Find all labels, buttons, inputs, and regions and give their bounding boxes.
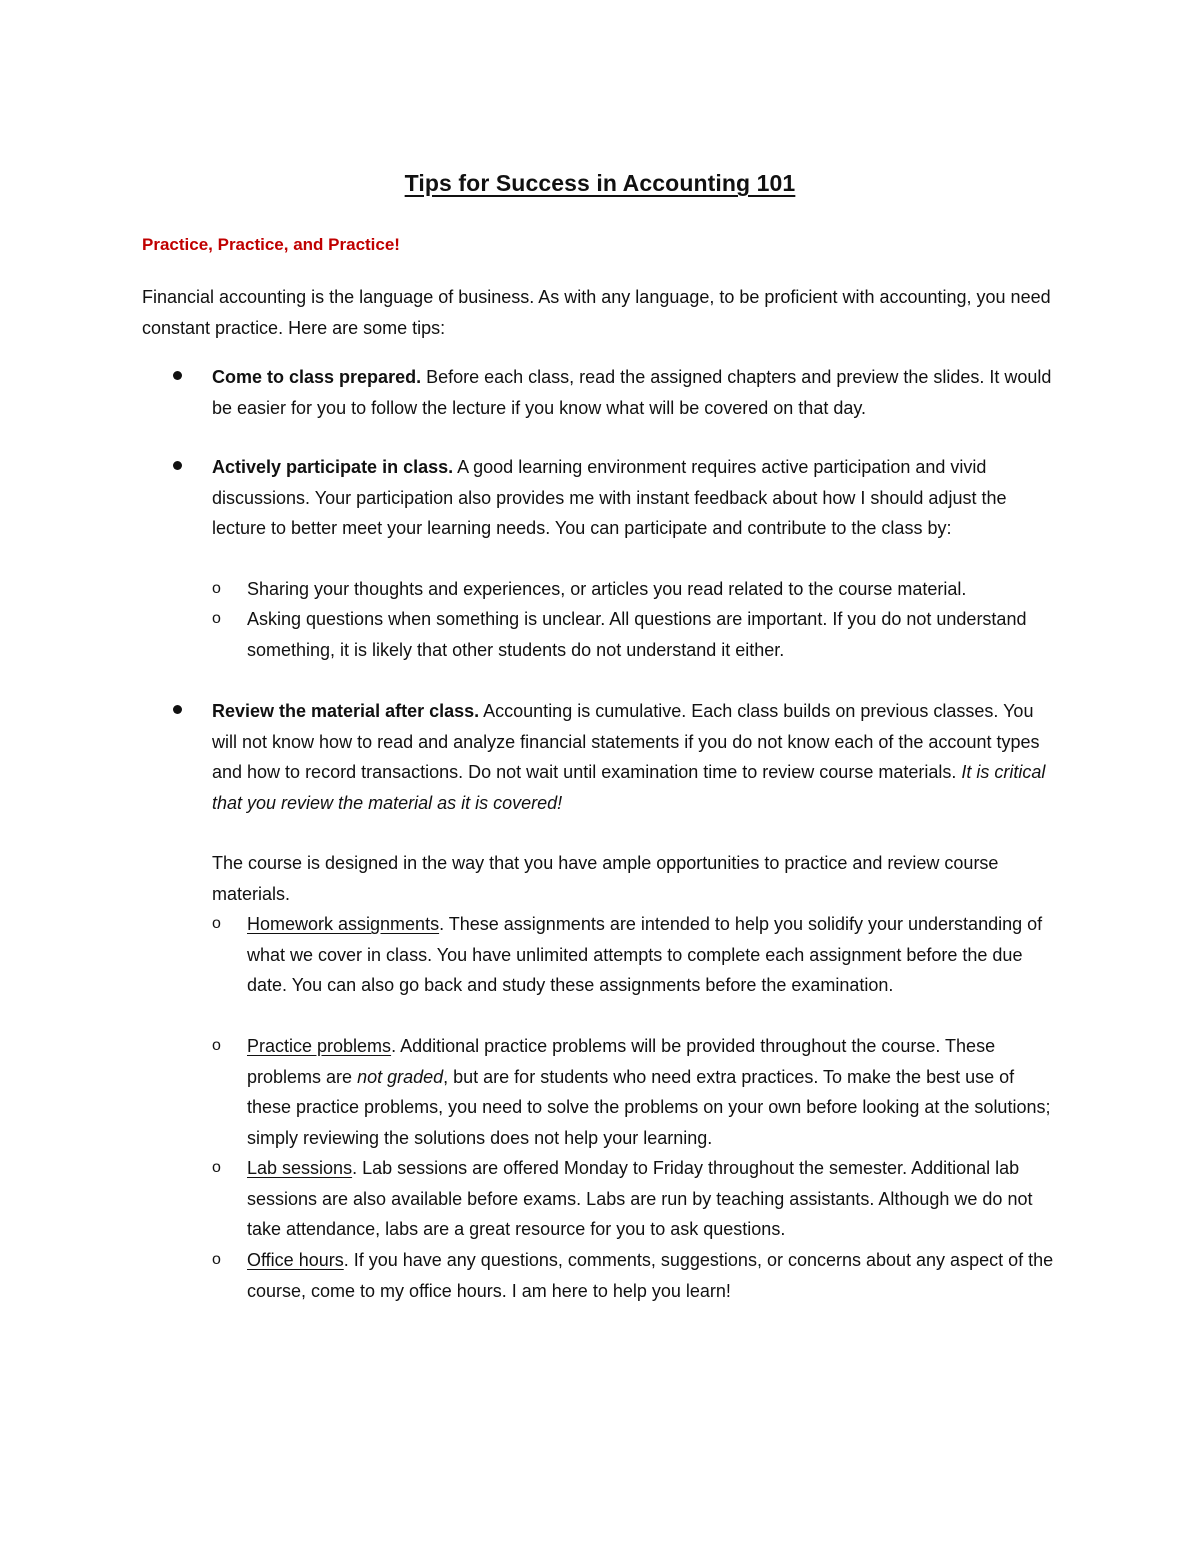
subitem-marker-icon: o <box>212 610 221 627</box>
resource-body: . Additional practice problems will be provided throughout the course. These problems are <box>247 1036 996 1087</box>
resource-text <box>247 1245 1062 1306</box>
bullet-dot-icon <box>173 705 182 714</box>
resource-body: . Lab sessions are offered Monday to Friday throughout the semester. Additional lab sessions are also available before exams. Labs are run by teaching assistants. Although we do not take attendance, labs are a great resource for you to ask questions. <box>247 1158 1033 1239</box>
subitem-marker-icon: o <box>212 1159 221 1176</box>
resource-text <box>247 909 1062 1001</box>
bullet-emphasis: It is critical that you review the material as it is covered! <box>212 762 1046 813</box>
subitem-text: Sharing your thoughts and experiences, or articles you read related to the course material. <box>247 579 967 599</box>
bullet-text <box>212 696 1062 818</box>
resource-body: . If you have any questions, comments, suggestions, or concerns about any aspect of the course, come to my office hours. I am here to help you learn! <box>247 1250 1054 1301</box>
bullet-text <box>212 362 1062 423</box>
bullet-body: Accounting is cumulative. Each class builds on previous classes. You will not know how to read and analyze financial statements if you do not know each of the account types and how to record transactions. Do not wait until examination time to review course materials. <box>212 701 1040 782</box>
bullet-text <box>212 452 1062 544</box>
subitem-marker-icon: o <box>212 1251 221 1268</box>
bullet-lead: Actively participate in class. <box>212 457 454 477</box>
subitem-marker-icon: o <box>212 1037 221 1054</box>
bullet-dot-icon <box>173 461 182 470</box>
section-heading: Practice, Practice, and Practice! <box>142 235 400 254</box>
resource-name: Homework assignments <box>247 914 440 934</box>
bullet-body: A good learning environment requires active participation and vivid discussions. Your participation also provides me with instant feedback about how I should adjust the lecture to better meet your learning needs. You can participate and contribute to the class by: <box>212 457 1007 538</box>
intro-paragraph: Financial accounting is the language of business. As with any language, to be proficient with accounting, you need constant practice. Here are some tips: <box>142 287 1051 338</box>
bullet-body: Before each class, read the assigned chapters and preview the slides. It would be easier for you to follow the lecture if you know what will be covered on that day. <box>212 367 1052 418</box>
resource-name: Lab sessions <box>247 1158 353 1178</box>
subitem-marker-icon: o <box>212 580 221 597</box>
bullet-dot-icon <box>173 371 182 380</box>
resource-emphasis: not graded <box>357 1066 444 1087</box>
document-title: Tips for Success in Accounting 101 <box>404 170 796 196</box>
bullet-lead: Review the material after class. <box>212 701 480 721</box>
subitem-text: Asking questions when something is unclear. All questions are important. If you do not understand something, it is likely that other students do not understand it either. <box>247 609 1027 660</box>
resource-name: Office hours <box>247 1250 344 1270</box>
bullet-lead: Come to class prepared. <box>212 367 422 387</box>
subitem-marker-icon: o <box>212 915 221 932</box>
resource-text <box>247 1153 1062 1245</box>
resource-text <box>247 1031 1062 1153</box>
resource-body: . These assignments are intended to help you solidify your understanding of what we cover in class. You have unlimited attempts to complete each assignment before the due date. You can also go back and study these assignments before the examination. <box>247 914 1043 995</box>
resource-name: Practice problems <box>247 1036 392 1056</box>
resource-body: , but are for students who need extra practices. To make the best use of these practice problems, you need to solve the problems on your own before looking at the solutions; simply reviewing the solutions does not help your learning. <box>247 1066 1051 1148</box>
course-design-paragraph: The course is designed in the way that you have ample opportunities to practice and review course materials. <box>212 853 999 904</box>
